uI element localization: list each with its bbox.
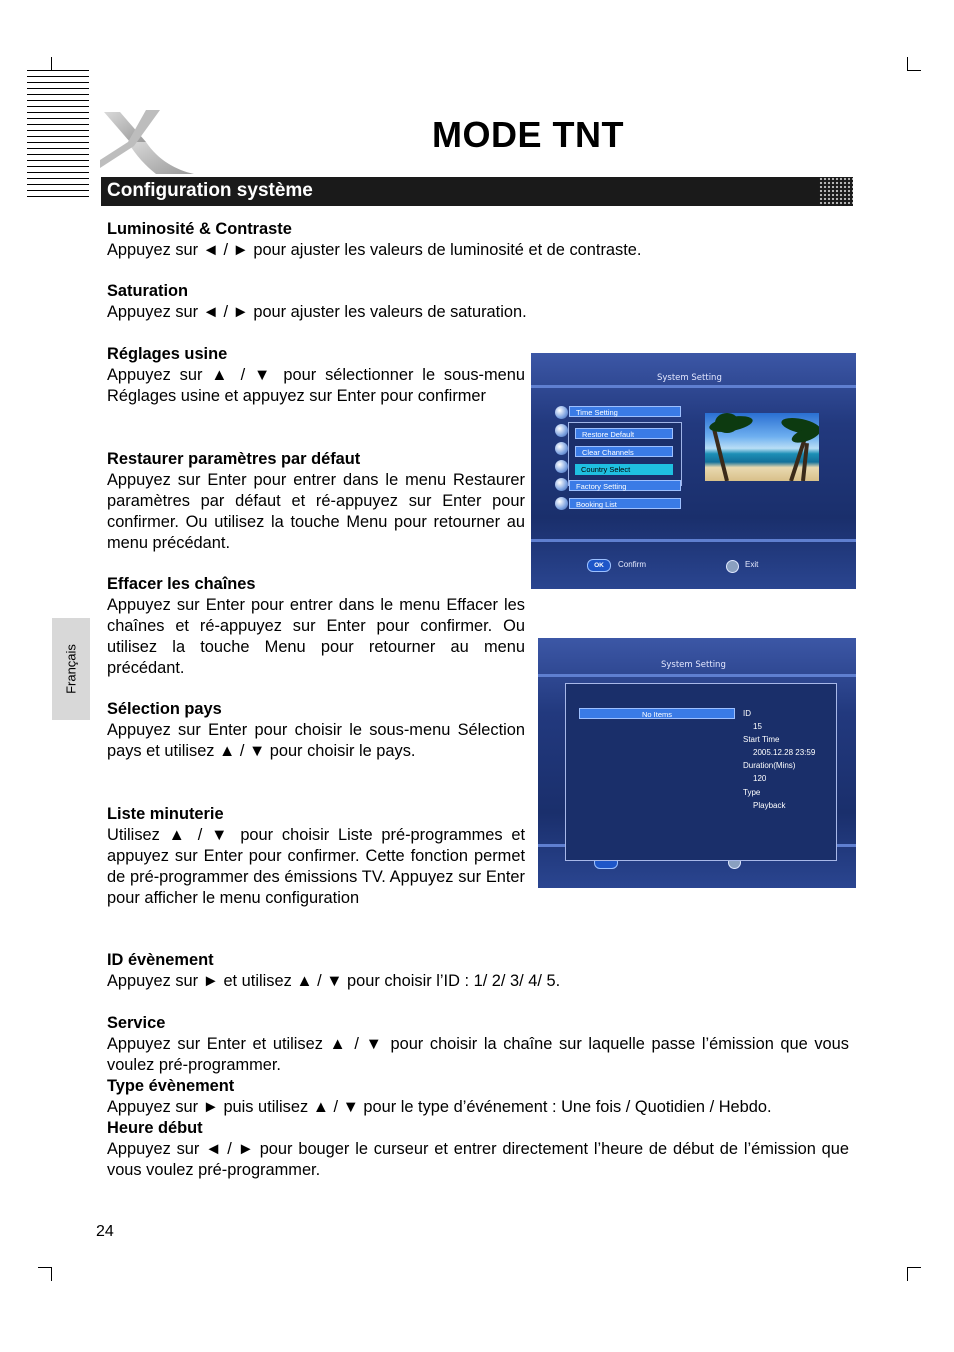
exit-label: Exit (745, 560, 759, 569)
section-heading: Service (107, 1014, 166, 1032)
section-body: Appuyez sur ◄ / ► pour ajuster les valeurs de saturation. (107, 303, 527, 321)
section-heading: Saturation (107, 282, 189, 300)
section-event-type (107, 1076, 849, 1118)
margin-stripes (27, 70, 89, 200)
section-service (107, 1013, 849, 1076)
section-body: Appuyez sur Enter et utilisez ▲ / ▼ pour choisir la chaîne sur laquelle passe l’émission que vous voulez pré-programmer. (107, 1035, 849, 1074)
info-id-label: ID (743, 709, 751, 718)
section-brightness (107, 219, 849, 261)
crop-mark-top-right-v (907, 57, 908, 71)
info-type-label: Type (743, 788, 761, 797)
section-body: Utilisez ▲ / ▼ pour choisir Liste pré-programmes et appuyez sur Enter pour confirmer. Cette fonction permet de pré-programmer des émissions TV. Appuyez sur Enter pour afficher le menu configuration (107, 826, 525, 907)
section-heading: Effacer les chaînes (107, 575, 256, 593)
section-body: Appuyez sur Enter pour entrer dans le menu Restaurer paramètres par défaut et ré-appuyez sur Enter pour confirmer. Ou utilisez la touche Menu pour retourner au menu précédant. (107, 471, 525, 552)
screen-top-line (531, 385, 856, 388)
screen-top-line (538, 674, 856, 677)
section-header-text: Configuration système (107, 180, 313, 201)
language-tab-label: Français (63, 644, 79, 694)
country-icon (555, 460, 568, 473)
menu-item-time-setting: Time Setting (569, 406, 681, 417)
booking-icon (555, 497, 568, 510)
crop-mark-top-right-h (907, 70, 921, 71)
section-body: Appuyez sur ▲ / ▼ pour sélectionner le sous-menu Réglages usine et appuyez sur Enter pour confirmer (107, 366, 525, 405)
menu-item-restore-default: Restore Default (575, 428, 673, 439)
section-saturation (107, 281, 849, 323)
screen-title: System Setting (661, 660, 726, 670)
info-type-value: Playback (753, 801, 786, 810)
page-number: 24 (96, 1223, 114, 1240)
section-factory-settings (107, 344, 525, 407)
section-heading: Restaurer paramètres par défaut (107, 450, 361, 468)
info-duration-label: Duration(Mins) (743, 761, 796, 770)
section-country-select (107, 699, 525, 762)
section-heading: Type évènement (107, 1077, 235, 1095)
menu-item-clear-channels: Clear Channels (575, 446, 673, 457)
section-body: Appuyez sur ◄ / ► pour ajuster les valeurs de luminosité et de contraste. (107, 241, 642, 259)
section-event-id (107, 950, 849, 992)
screen-bottom-line (531, 539, 856, 542)
section-heading: Heure début (107, 1119, 203, 1137)
section-heading: Réglages usine (107, 345, 228, 363)
section-body: Appuyez sur ◄ / ► pour bouger le curseur et entrer directement l’heure de début de l’émission que vous voulez pré-programmer. (107, 1140, 849, 1179)
section-body: Appuyez sur ► et utilisez ▲ / ▼ pour choisir l’ID : 1/ 2/ 3/ 4/ 5. (107, 972, 561, 990)
header-dot-pattern (819, 177, 853, 206)
section-body: Appuyez sur ► puis utilisez ▲ / ▼ pour le type d’événement : Une fois / Quotidien / Hebdo. (107, 1098, 772, 1116)
section-timer-list (107, 804, 525, 909)
menu-item-factory-setting: Factory Setting (569, 480, 681, 491)
channels-icon (555, 442, 568, 455)
section-body: Appuyez sur Enter pour entrer dans le menu Effacer les chaînes et ré-appuyez sur Enter pour confirmer. Ou utilisez la touche Menu pour retourner au menu précédant. (107, 596, 525, 677)
screen-title: System Setting (657, 373, 722, 383)
section-start-time (107, 1118, 849, 1181)
beach-preview-image (705, 413, 819, 481)
section-clear-channels (107, 574, 525, 679)
section-body: Appuyez sur Enter pour choisir le sous-menu Sélection pays et utilisez ▲ / ▼ pour choisir le pays. (107, 721, 525, 760)
menu-item-country-select: Country Select (575, 464, 673, 475)
section-heading: Luminosité & Contraste (107, 220, 292, 238)
section-heading: Liste minuterie (107, 805, 224, 823)
info-duration-value: 120 (753, 774, 767, 783)
section-restore-defaults (107, 449, 525, 554)
time-setting-icon (555, 406, 568, 419)
booking-list-item: No Items (579, 708, 735, 719)
crop-mark-bottom-right-h (907, 1267, 921, 1268)
section-heading: ID évènement (107, 951, 214, 969)
restore-icon (555, 424, 568, 437)
page-title: MODE TNT (432, 114, 624, 155)
section-heading: Sélection pays (107, 700, 222, 718)
confirm-label: Confirm (618, 560, 647, 569)
crop-mark-bottom-left-v (51, 1267, 52, 1281)
crop-mark-bottom-right-v (907, 1267, 908, 1281)
info-start-value: 2005.12.28 23:59 (753, 748, 816, 757)
info-id-value: 15 (753, 722, 762, 731)
crop-mark-top-left-v (51, 57, 52, 71)
info-start-label: Start Time (743, 735, 780, 744)
menu-item-booking-list: Booking List (569, 498, 681, 509)
factory-icon (555, 478, 568, 491)
brand-logo-icon (98, 108, 198, 176)
section-header-bar (101, 177, 853, 206)
ok-button-icon: OK (587, 559, 611, 572)
crop-mark-bottom-left-h (38, 1267, 52, 1268)
exit-button-icon (726, 560, 739, 573)
language-tab (52, 618, 90, 720)
